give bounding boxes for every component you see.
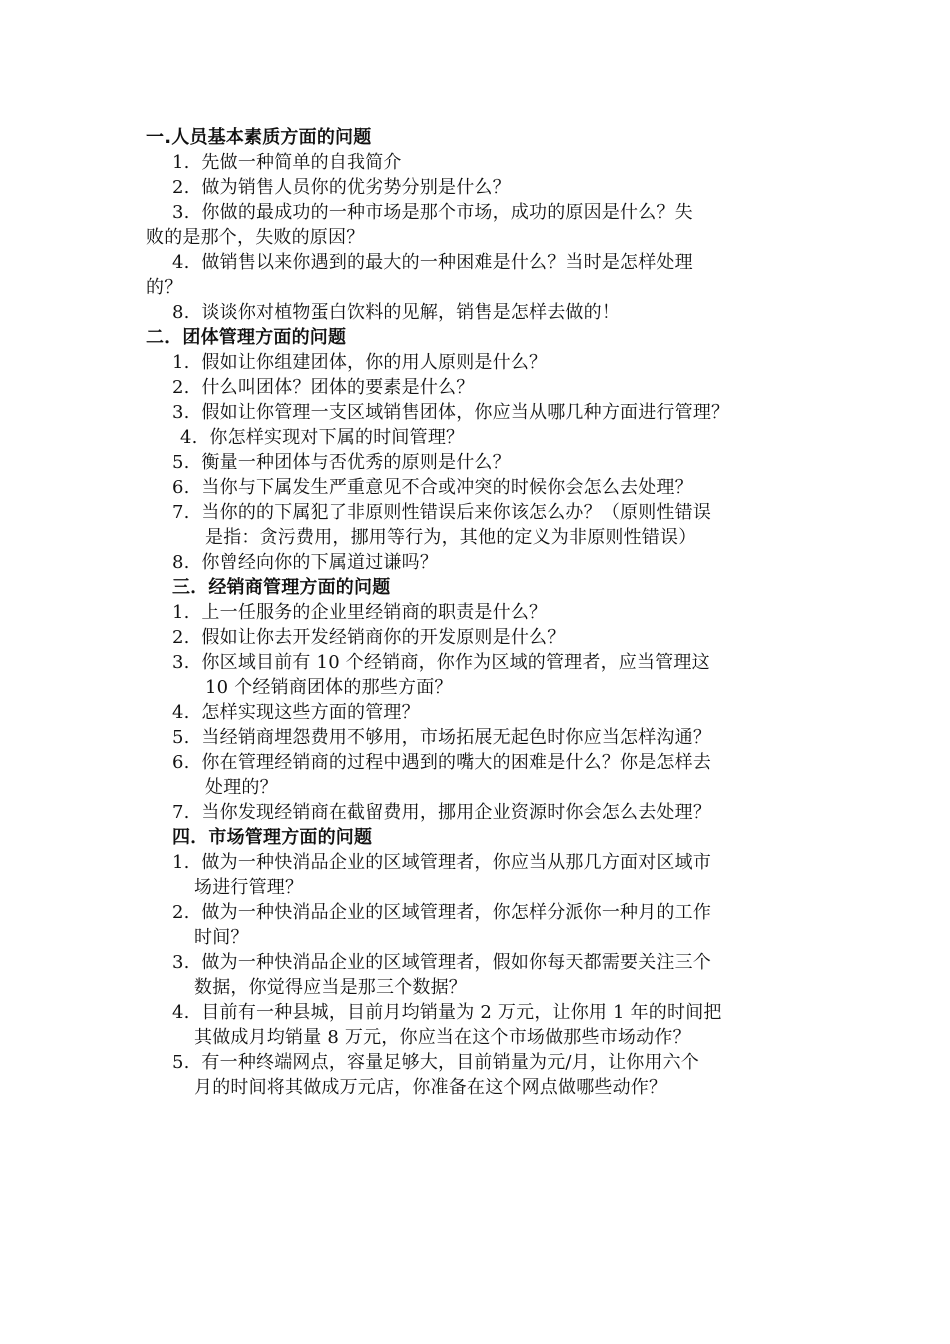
list-item: [172, 651, 710, 675]
list-item: [172, 501, 711, 525]
list-item: [172, 351, 547, 375]
list-item: [172, 901, 711, 925]
item-text: 上一任服务的企业里经销商的职责是什么？: [201, 602, 548, 623]
item-text: 怎样实现这些方面的管理？: [201, 702, 420, 723]
item-text: 你在管理经销商的过程中遇到的嘴大的困难是什么？你是怎样去: [201, 752, 712, 773]
item-continuation: 10 个经销商团体的那些方面？: [205, 677, 453, 698]
item-text: 做销售以来你遇到的最大的一种困难是什么？当时是怎样处理: [201, 252, 693, 273]
list-item: [172, 301, 620, 325]
item-number: 1.: [172, 152, 190, 173]
item-continuation: 场进行管理？: [194, 877, 304, 898]
item-number: 8.: [172, 552, 190, 573]
item-text: 做为一种快消品企业的区域管理者，假如你每天都需要关注三个: [201, 952, 712, 973]
item-text: 衡量一种团体与否优秀的原则是什么？: [201, 452, 511, 473]
item-number: 3.: [172, 952, 190, 973]
item-text: 做为一种快消品企业的区域管理者，你怎样分派你一种月的工作: [201, 902, 712, 923]
item-number: 5.: [172, 1052, 190, 1073]
list-item: [172, 701, 420, 725]
item-text: 假如让你组建团体，你的用人原则是什么？: [201, 352, 548, 373]
item-text: 你曾经向你的下属道过谦吗？: [201, 552, 439, 573]
item-number: 2.: [172, 627, 190, 648]
item-number: 5.: [172, 727, 190, 748]
list-item: [172, 726, 711, 750]
item-text: 什么叫团体？团体的要素是什么？: [201, 377, 475, 398]
list-item: [172, 451, 511, 475]
item-number: 1.: [172, 352, 190, 373]
item-continuation: 时间？: [194, 927, 249, 948]
item-continuation: 败的是那个，失败的原因？: [146, 227, 365, 248]
list-item: [172, 176, 511, 200]
item-text: 当你的的下属犯了非原则性错误后来你该怎么办？（原则性错误: [201, 502, 712, 523]
list-item: [172, 1051, 699, 1075]
item-number: 3.: [172, 402, 190, 423]
item-number: 6.: [172, 752, 190, 773]
item-text: 先做一种简单的自我简介: [201, 152, 402, 173]
item-number: 4.: [180, 427, 198, 448]
list-item: [172, 476, 693, 500]
item-text: 谈谈你对植物蛋白饮料的见解，销售是怎样去做的！: [201, 302, 621, 323]
list-item: [180, 426, 464, 450]
item-continuation: 数据，你觉得应当是那三个数据？: [194, 977, 467, 998]
item-text: 有一种终端网点，容量足够大，目前销量为元/月，让你用六个: [201, 1052, 700, 1073]
list-item: [172, 801, 711, 825]
item-number: 3.: [172, 202, 190, 223]
item-text: 当你发现经销商在截留费用，挪用企业资源时你会怎么去处理？: [201, 802, 712, 823]
item-number: 4.: [172, 252, 190, 273]
item-text: 你怎样实现对下属的时间管理？: [209, 427, 465, 448]
list-item: [172, 551, 438, 575]
item-text: 当你与下属发生严重意见不合或冲突的时候你会怎么去处理？: [201, 477, 693, 498]
item-continuation: 是指：贪污费用，挪用等行为，其他的定义为非原则性错误）: [205, 527, 697, 548]
list-item: [172, 151, 402, 175]
item-number: 1.: [172, 852, 190, 873]
item-text: 假如让你去开发经销商你的开发原则是什么？: [201, 627, 566, 648]
list-item: [172, 401, 729, 425]
item-number: 3.: [172, 652, 190, 673]
item-number: 7.: [172, 502, 190, 523]
list-item: [172, 601, 547, 625]
item-text: 当经销商埋怨费用不够用，市场拓展无起色时你应当怎样沟通？: [201, 727, 712, 748]
item-text: 做为销售人员你的优劣势分别是什么？: [201, 177, 511, 198]
item-number: 2.: [172, 902, 190, 923]
list-item: [172, 951, 711, 975]
item-continuation: 的？: [146, 277, 183, 298]
list-item: [172, 1001, 722, 1025]
item-number: 1.: [172, 602, 190, 623]
item-continuation: 其做成月均销量 8 万元，你应当在这个市场做那些市场动作？: [194, 1027, 691, 1048]
item-number: 5.: [172, 452, 190, 473]
list-item: [172, 851, 711, 875]
section-heading-personnel: 一.人员基本素质方面的问题: [146, 127, 372, 148]
item-number: 4.: [172, 702, 190, 723]
item-text: 目前有一种县城，目前月均销量为 2 万元，让你用 1 年的时间把: [201, 1002, 722, 1023]
item-number: 6.: [172, 477, 190, 498]
list-item: [172, 201, 693, 225]
list-item: [172, 251, 693, 275]
item-continuation: 月的时间将其做成万元店，你准备在这个网点做哪些动作？: [194, 1077, 668, 1098]
item-text: 你区域目前有 10 个经销商，你作为区域的管理者，应当管理这: [201, 652, 710, 673]
section-heading-dealer: 三．经销商管理方面的问题: [172, 577, 391, 598]
item-number: 8.: [172, 302, 190, 323]
item-number: 2.: [172, 177, 190, 198]
item-continuation: 处理的？: [205, 777, 278, 798]
list-item: [172, 376, 474, 400]
item-text: 做为一种快消品企业的区域管理者，你应当从那几方面对区域市: [201, 852, 712, 873]
item-number: 4.: [172, 1002, 190, 1023]
list-item: [172, 626, 565, 650]
item-text: 假如让你管理一支区域销售团体，你应当从哪几种方面进行管理？: [201, 402, 730, 423]
item-number: 7.: [172, 802, 190, 823]
list-item: [172, 751, 711, 775]
item-number: 2.: [172, 377, 190, 398]
section-heading-team: 二．团体管理方面的问题: [146, 327, 347, 348]
item-text: 你做的最成功的一种市场是那个市场，成功的原因是什么？失: [201, 202, 693, 223]
section-heading-market: 四．市场管理方面的问题: [172, 827, 373, 848]
